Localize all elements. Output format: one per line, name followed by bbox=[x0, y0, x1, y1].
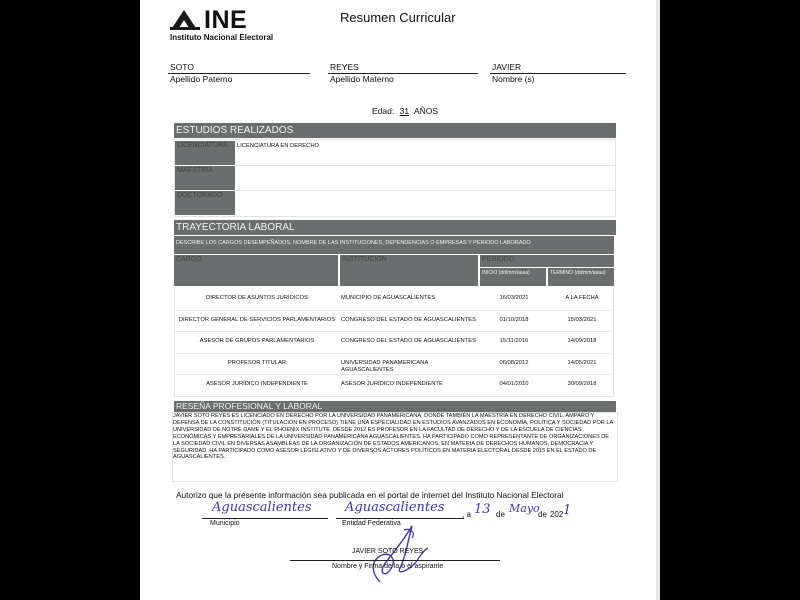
table-row bbox=[174, 311, 614, 333]
date-a: , a bbox=[462, 510, 471, 519]
apellido-materno-label: Apellido Materno bbox=[330, 74, 394, 84]
logo-text: INE bbox=[204, 6, 248, 34]
logo-subtitle: Instituto Nacional Electoral bbox=[170, 33, 274, 42]
termino-cell: 15/03/2021 bbox=[567, 316, 597, 323]
inicio-cell: 01/10/2018 bbox=[499, 316, 529, 323]
table-row bbox=[174, 375, 614, 397]
trayectoria-heading: TRAYECTORIA LABORAL bbox=[174, 220, 616, 235]
ine-triangle-logo-icon bbox=[170, 8, 200, 30]
signature-scribble bbox=[350, 522, 440, 590]
cargo-cell: DIRECTOR GENERAL DE SERVICIOS PARLAMENTARIOS bbox=[178, 316, 336, 323]
apellido-paterno-value: SOTO bbox=[170, 62, 194, 72]
cargo-cell: ASESOR DE GRUPOS PARLAMENTARIOS bbox=[199, 338, 315, 344]
edad-unit: AÑOS bbox=[413, 106, 439, 116]
termino-cell: 14/09/2018 bbox=[567, 338, 597, 344]
estudios-label-licenciatura: LICENCIATURA bbox=[175, 141, 235, 165]
firma-line bbox=[290, 560, 500, 561]
table-row bbox=[174, 332, 614, 354]
entidad-label: Entidad Federativa bbox=[342, 520, 401, 527]
estudios-heading: ESTUDIOS REALIZADOS bbox=[174, 123, 616, 138]
termino-cell: 14/05/2021 bbox=[567, 359, 597, 366]
institucion-cell: CONGRESO DEL ESTADO DE AGUASCALIENTES bbox=[341, 316, 476, 323]
resena-heading: RESEÑA PROFESIONAL Y LABORAL bbox=[174, 401, 616, 412]
edad-value: 31 bbox=[399, 106, 410, 116]
estudios-table bbox=[174, 139, 616, 217]
inicio-cell: 16/03/2021 bbox=[499, 295, 529, 301]
termino-cell: A LA FECHA bbox=[565, 295, 599, 301]
nombre-value: JAVIER bbox=[492, 62, 522, 72]
municipio-line bbox=[202, 518, 328, 519]
document-title: Resumen Curricular bbox=[340, 10, 456, 25]
table-row bbox=[174, 289, 614, 311]
cargo-cell: DIRECTOR DE ASUNTOS JURÍDICOS bbox=[206, 295, 308, 301]
apellido-materno-value: REYES bbox=[330, 62, 359, 72]
edad-row bbox=[372, 106, 438, 116]
page-edge-shadow bbox=[656, 0, 660, 600]
col-cargo: CARGO bbox=[174, 255, 338, 286]
date-day: 13 bbox=[474, 502, 491, 517]
termino-cell: 30/09/2018 bbox=[567, 381, 597, 387]
institucion-cell: CONGRESO DEL ESTADO DE AGUASCALIENTES bbox=[341, 338, 476, 344]
apellido-paterno-label: Apellido Paterno bbox=[170, 74, 233, 84]
table-row bbox=[174, 354, 614, 376]
institucion-cell: ASESOR JURÍDICO INDEPENDIENTE bbox=[341, 381, 443, 387]
estudios-value-licenciatura: LICENCIATURA EN DERECHO bbox=[237, 143, 320, 149]
municipio-handwritten: Aguascalientes bbox=[212, 500, 312, 515]
institucion-cell: UNIVERSIDAD PANAMERICANA AGUASCALIENTES bbox=[341, 359, 428, 373]
cargo-cell: PROFESOR TITULAR bbox=[227, 359, 287, 366]
entidad-handwritten: Aguascalientes bbox=[345, 500, 445, 515]
inicio-cell: 06/08/2012 bbox=[499, 359, 529, 366]
divider bbox=[235, 165, 615, 166]
inicio-cell: 15/11/2016 bbox=[499, 338, 529, 344]
autorizacion-text: Autorizo que la presente información sea publicada en el portal de internet del Instituto Nacional Electoral bbox=[176, 490, 564, 500]
date-de2: de bbox=[538, 510, 547, 519]
institucion-cell: MUNICIPIO DE AGUASCALIENTES bbox=[341, 295, 436, 301]
firma-label: Nombre y Firma de la o el aspirante bbox=[332, 563, 444, 570]
estudios-label-maestria: MAESTRIA bbox=[175, 166, 235, 190]
inicio-cell: 04/01/2010 bbox=[499, 381, 529, 387]
divider bbox=[235, 190, 615, 191]
firma-nombre: JAVIER SOTO REYES bbox=[352, 548, 424, 555]
nombre-label: Nombre (s) bbox=[492, 74, 535, 84]
trayectoria-subheading: DESCRIBE LOS CARGOS DESEMPEÑADOS, NOMBRE DE LAS INSTITUCIONES, DEPENDENCIAS O EMPRESAS Y PERIODO LABORADO bbox=[174, 236, 614, 254]
date-year-hand: 1 bbox=[563, 503, 572, 518]
col-inicio: INICIO (dd/mm/aaaa) bbox=[480, 268, 546, 286]
entidad-line bbox=[336, 518, 464, 519]
edad-label: Edad: bbox=[372, 106, 395, 116]
date-month: Mayo bbox=[509, 502, 540, 515]
cargo-cell: ASESOR JURÍDICO INDEPENDIENTE bbox=[206, 381, 308, 387]
estudios-label-doctorado: DOCTORADO bbox=[175, 191, 235, 215]
document-page bbox=[140, 0, 660, 600]
date-de1: de bbox=[496, 510, 505, 519]
col-periodo: PERIODO bbox=[480, 255, 614, 267]
col-termino: TERMINO (dd/mm/aaaa) bbox=[548, 268, 614, 286]
resena-text: JAVIER SOTO REYES ES LICENCIADO EN DERECHO POR LA UNIVERSIDAD PANAMERICANA, DONDE TAMBIÉN LA MAESTRÍA EN DERECHO CIVIL, AMPARO Y DEFENSA DE LA CONSTITUCIÓN (TITULACIÓN EN PROCESO) TIENE UNA ESPECIALIDAD EN ESTUDIOS AVANZADOS EN ECONOMÍA, POLÍTICA Y SOCIEDAD POR LA UNIVERSIDAD DE NOTRE DAME Y EL PHOENIX INSTITUTE. DESDE 2012 ES PROFESOR EN LA FACULTAD DE DERECHO Y DE LA ESCUELA DE CIENCIAS ECONÓMICAS Y EMPRESARIALES DE LA UNIVERSIDAD PANAMERICANA AGUASCALIENTES. HA PARTICIPADO COMO REPRESENTANTE DE ORGANIZACIONES DE LA SOCIEDAD CIVIL EN DIVERSAS ASAMBLEAS DE LA ORGANIZACIÓN DE ESTADOS AMERICANOS, EN MATERIA DE DERECHOS HUMANOS, DEMOCRACIA Y SEGURIDAD. HA PARTICIPADO COMO ASESOR LEGISLATIVO Y DE DIVERSOS ACTORES POLÍTICOS EN MATERIA ELECTORAL DESDE 2015 EN EL ESTADO DE AGUASCALIENTES. bbox=[173, 413, 613, 461]
col-institucion: INSTITUCION bbox=[340, 255, 478, 286]
date-year-prefix: 202 bbox=[550, 510, 564, 519]
municipio-label: Municipio bbox=[210, 520, 240, 527]
